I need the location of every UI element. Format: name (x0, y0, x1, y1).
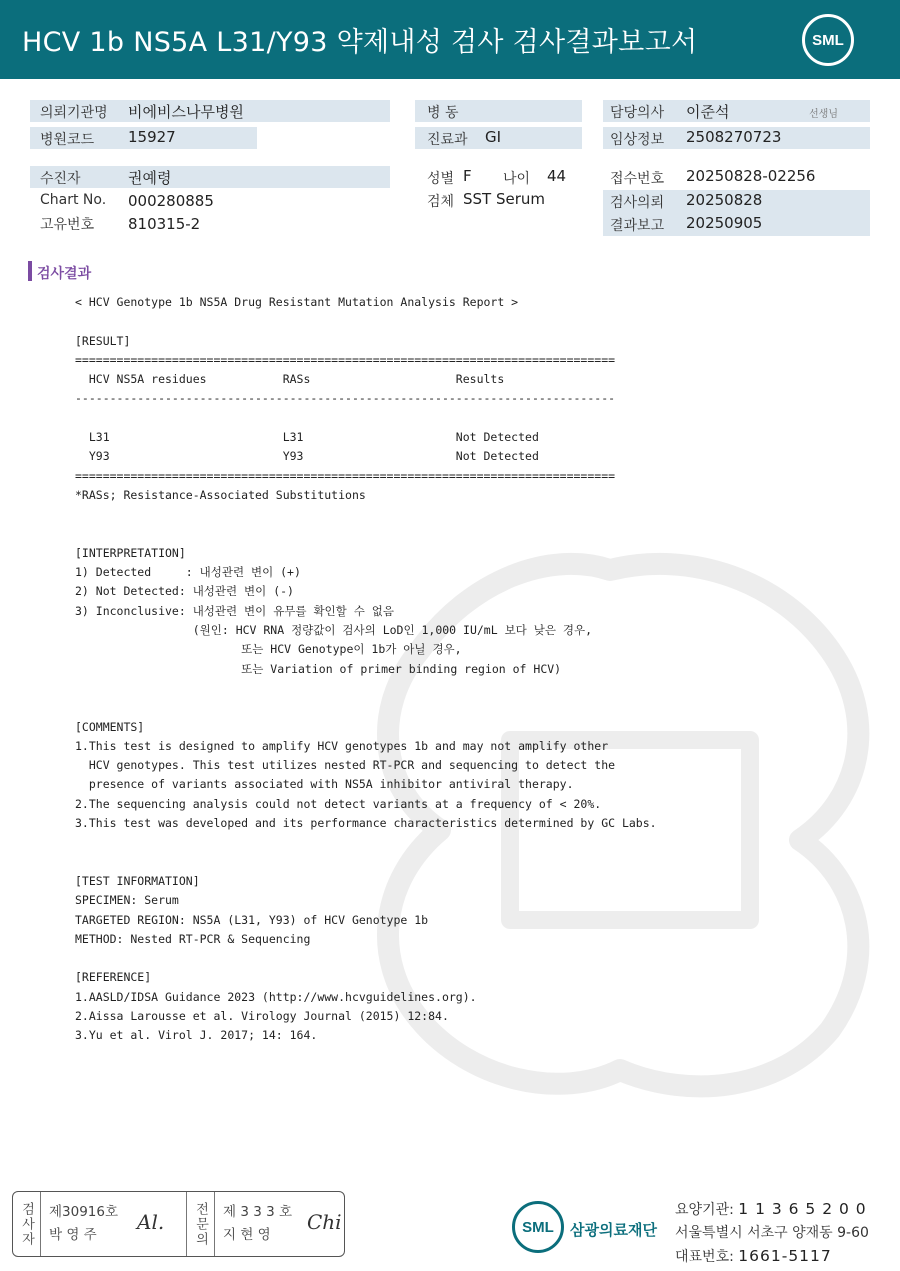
hospital-code-label: 병원코드 (40, 132, 95, 148)
sex-label: 성별 (427, 171, 455, 187)
sml-logo-icon: SML (802, 14, 854, 66)
examiner-name: 박 영 주 (49, 1227, 97, 1243)
ward-label: 병 동 (427, 105, 459, 121)
report-line: [INTERPRETATION] (75, 545, 186, 560)
report-line: presence of variants associated with NS5A inhibitor antiviral therapy. (75, 777, 574, 792)
signature-box (12, 1191, 345, 1257)
age-value: 44 (547, 167, 567, 185)
care-number: 1 1 3 6 5 2 0 0 (738, 1200, 867, 1218)
patient-label: 수진자 (40, 171, 81, 187)
report-line: L31 L31 Not Detected (75, 430, 539, 445)
report-line: [RESULT] (75, 333, 131, 348)
report-line (75, 698, 715, 717)
info-bar-patient (30, 166, 390, 188)
doctor-label: 담당의사 (610, 105, 665, 121)
specimen-label: 검체 (427, 194, 455, 210)
section-title: 검사결과 (37, 266, 92, 282)
report-line: 1.This test is designed to amplify HCV genotypes 1b and may not amplify other (75, 738, 609, 753)
report-line: 3) Inconclusive: 내성관련 변이 유무를 확인할 수 없음 (75, 603, 394, 618)
report-line: 3.This test was developed and its performance characteristics determined by GC Labs. (75, 816, 657, 831)
request-label: 검사의뢰 (610, 195, 665, 211)
phone-label: 대표번호: (675, 1249, 734, 1265)
specialist-label: 전문의 (193, 1201, 208, 1247)
specimen-value: SST Serum (463, 190, 546, 208)
examiner-number: 제30916호 (49, 1204, 119, 1220)
report-line: HCV genotypes. This test utilizes nested RT-PCR and sequencing to detect the (75, 758, 616, 773)
report-line: < HCV Genotype 1b NS5A Drug Resistant Mutation Analysis Report > (75, 295, 519, 309)
report-line: 3.Yu et al. Virol J. 2017; 14: 164. (75, 1028, 318, 1043)
request-value: 20250828 (686, 191, 763, 209)
report-line: ============================================================================== (75, 468, 616, 483)
report-line (75, 505, 715, 524)
hospital-code-value: 15927 (128, 128, 176, 146)
report-line: METHOD: Nested RT-PCR & Sequencing (75, 931, 311, 946)
receipt-label: 접수번호 (610, 171, 665, 187)
chart-label: Chart No. (40, 192, 107, 208)
report-line: 2) Not Detected: 내성관련 변이 (-) (75, 584, 294, 599)
doctor-value: 이준석 (686, 103, 730, 121)
care-label: 요양기관: (675, 1202, 734, 1218)
report-line: [REFERENCE] (75, 970, 152, 985)
examiner-label: 검사자 (19, 1201, 34, 1247)
chart-value: 000280885 (128, 192, 214, 210)
sex-value: F (463, 167, 472, 185)
examiner-signature: Al. (137, 1210, 165, 1234)
report-header (0, 0, 900, 79)
clinical-info-label: 임상정보 (610, 132, 665, 148)
receipt-value: 20250828-02256 (686, 167, 816, 185)
report-line: ============================================================================== (75, 352, 616, 367)
report-line: *RASs; Resistance-Associated Substitutions (75, 487, 366, 502)
doctor-suffix: 선생님 (809, 109, 838, 120)
report-line: 2.Aissa Larousse et al. Virology Journal (2015) 12:84. (75, 1008, 449, 1023)
report-line (75, 949, 715, 968)
footer-info (675, 1198, 869, 1269)
specialist-signature: Chi (307, 1210, 342, 1234)
report-date-value: 20250905 (686, 214, 763, 232)
uid-value: 810315-2 (128, 215, 201, 233)
report-line: [COMMENTS] (75, 719, 145, 734)
institution-label: 의뢰기관명 (40, 105, 108, 121)
report-line: ------------------------------------------------------------------------------ (75, 391, 616, 406)
age-label: 나이 (503, 171, 531, 187)
report-line: 1) Detected : 내성관련 변이 (+) (75, 565, 301, 580)
footer-org-name: 삼광의료재단 (570, 1221, 657, 1239)
report-line (75, 853, 715, 872)
examiner-label-cell (13, 1192, 41, 1256)
footer-sml-logo-icon: SML (512, 1201, 564, 1253)
specialist-cell (215, 1192, 343, 1256)
report-line: 1.AASLD/IDSA Guidance 2023 (http://www.hcvguidelines.org). (75, 989, 477, 1004)
report-line: HCV NS5A residues RASs Results (75, 372, 505, 387)
report-line: TARGETED REGION: NS5A (L31, Y93) of HCV Genotype 1b (75, 912, 429, 927)
department-value: GI (485, 128, 502, 146)
report-line (75, 312, 715, 331)
report-line: [TEST INFORMATION] (75, 873, 200, 888)
clinical-info-value: 2508270723 (686, 128, 782, 146)
footer-address: 서울특별시 서초구 양재동 9-60 (675, 1225, 869, 1241)
report-date-label: 결과보고 (610, 218, 665, 234)
specialist-name: 지 현 영 (223, 1227, 271, 1243)
specialist-number: 제 3 3 3 호 (223, 1204, 293, 1220)
section-marker (28, 261, 32, 281)
report-line: 2.The sequencing analysis could not detect variants at a frequency of < 20%. (75, 796, 602, 811)
department-label: 진료과 (427, 132, 468, 148)
report-line: SPECIMEN: Serum (75, 893, 179, 908)
report-title: HCV 1b NS5A L31/Y93 약제내성 검사 검사결과보고서 (22, 27, 698, 58)
institution-value: 비에비스나무병원 (128, 103, 244, 121)
report-line: Y93 Y93 Not Detected (75, 449, 539, 464)
specialist-label-cell (187, 1192, 215, 1256)
report-line (75, 833, 715, 852)
report-line (75, 679, 715, 698)
report-line: 또는 Variation of primer binding region of HCV) (75, 661, 562, 676)
phone-number: 1661-5117 (738, 1247, 832, 1265)
report-line (75, 409, 715, 428)
uid-label: 고유번호 (40, 217, 95, 233)
patient-value: 권예령 (128, 169, 172, 187)
report-line (75, 525, 715, 544)
report-body (75, 293, 715, 1046)
report-line: (원인: HCV RNA 정량값이 검사의 LoD인 1,000 IU/mL 보다 낮은 경우, (75, 623, 592, 638)
examiner-cell (41, 1192, 187, 1256)
report-line: 또는 HCV Genotype이 1b가 아닐 경우, (75, 642, 462, 657)
